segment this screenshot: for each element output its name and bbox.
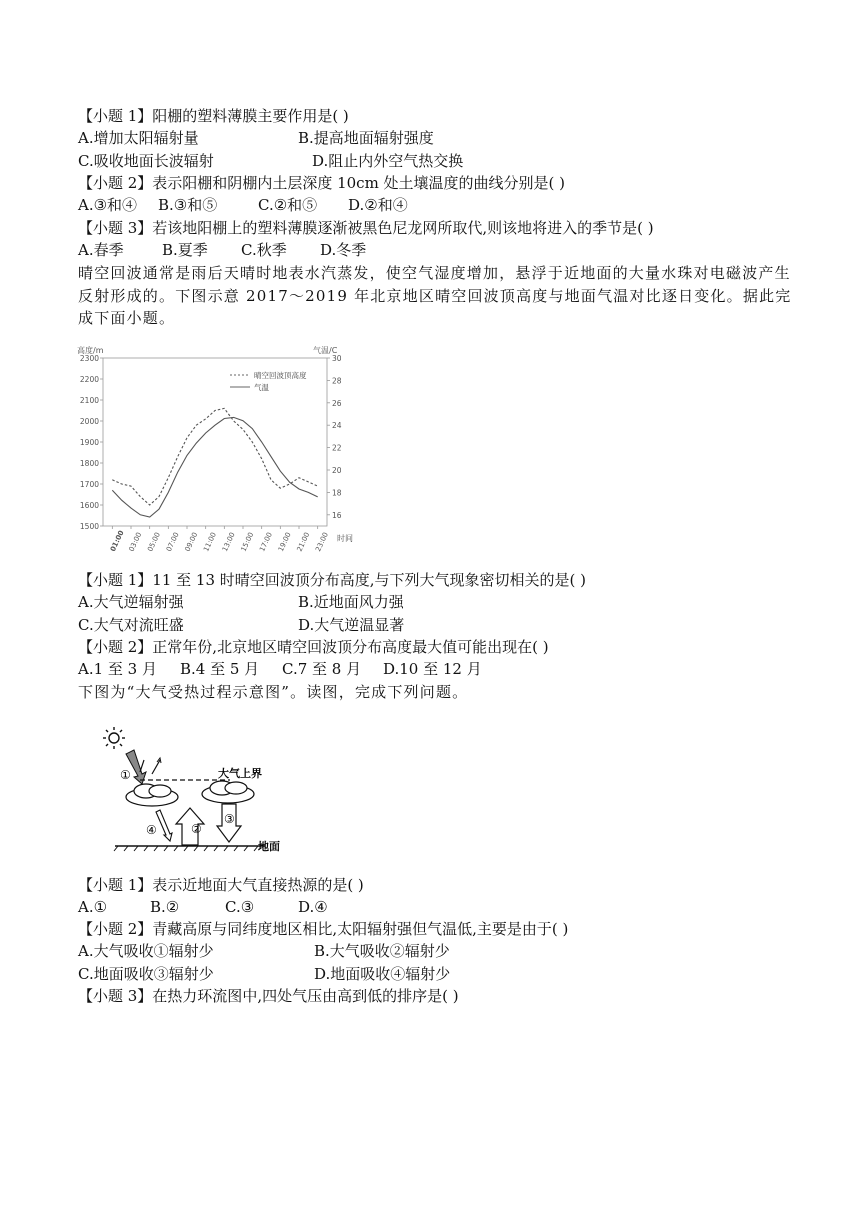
y-tick-label: 2000	[79, 417, 99, 426]
option-b: B.②	[150, 898, 180, 916]
cloud-left-icon	[126, 784, 178, 806]
question-1-1: 【小题 1】阳棚的塑料薄膜主要作用是( )	[78, 107, 349, 125]
question-1-2: 【小题 2】表示阳棚和阴棚内土层深度 10cm 处土壤温度的曲线分别是( )	[78, 174, 566, 192]
x-tick-label: 17:00	[258, 531, 275, 553]
option-a: A.大气逆辐射强	[78, 593, 184, 611]
marker-2: ②	[191, 822, 202, 836]
y2-tick-label: 24	[332, 421, 342, 431]
option-a: A.①	[78, 898, 108, 916]
y-tick-label: 1700	[79, 480, 99, 489]
option-c: C.②和⑤	[258, 196, 318, 214]
legend-label-temp: 气温	[254, 383, 269, 392]
question-3-1: 【小题 1】表示近地面大气直接热源的是( )	[78, 876, 364, 894]
option-c: C.③	[225, 898, 255, 916]
series-line-echo-height	[112, 408, 317, 505]
sun-icon	[103, 727, 125, 749]
y2-axis-title: 气温/C	[313, 346, 338, 355]
y2-tick-label: 28	[332, 376, 342, 386]
option-d: D.④	[298, 898, 328, 916]
y2-tick-label: 26	[332, 398, 342, 408]
x-tick-label: 19:00	[276, 531, 293, 553]
question-3-2: 【小题 2】青藏高原与同纬度地区相比,太阳辐射强但气温低,主要是由于( )	[78, 920, 569, 938]
marker-3: ③	[224, 812, 235, 826]
plot-frame	[103, 358, 327, 526]
x-tick-label: 21:00	[295, 531, 312, 553]
option-d: D.10 至 12 月	[383, 660, 482, 678]
option-d: D.大气逆温显著	[298, 616, 405, 634]
y2-tick-label: 30	[332, 354, 342, 363]
passage-radar-echo: 晴空回波通常是雨后天晴时地表水汽蒸发，使空气湿度增加，悬浮于近地面的大量水珠对电磁波产生反射形成的。下图示意 2017～2019 年北京地区晴空回波顶高度与地面气温对比逐日变化。据此完成下面小题。	[78, 264, 792, 327]
x-tick-label: 23:00	[314, 531, 331, 553]
option-b: B.③和⑤	[158, 196, 218, 214]
option-c: C.地面吸收③辐射少	[78, 965, 214, 983]
x-tick-label: 01:00	[108, 529, 126, 553]
option-a: A.③和④	[78, 196, 138, 214]
marker-4: ④	[146, 823, 157, 837]
passage-heating-diagram: 下图为“大气受热过程示意图”。读图，完成下列问题。	[78, 683, 469, 701]
option-b: B.夏季	[162, 241, 208, 259]
option-c: C.大气对流旺盛	[78, 616, 184, 634]
option-b: B.近地面风力强	[298, 593, 404, 611]
option-c: C.吸收地面长波辐射	[78, 152, 214, 170]
echo-temperature-line-chart	[75, 343, 365, 553]
option-d: D.阻止内外空气热交换	[312, 152, 464, 170]
y2-tick-label: 16	[332, 510, 342, 520]
x-tick-label: 15:00	[239, 531, 256, 553]
y-tick-label: 2100	[79, 396, 99, 405]
x-tick-label: 11:00	[202, 531, 219, 553]
option-a: A.春季	[78, 241, 124, 259]
y-tick-label: 1800	[79, 459, 99, 468]
question-2-2: 【小题 2】正常年份,北京地区晴空回波顶分布高度最大值可能出现在( )	[78, 638, 549, 656]
x-tick-label: 07:00	[164, 531, 181, 553]
x-tick-label: 09:00	[183, 531, 200, 553]
cloud-right-icon	[202, 781, 254, 803]
option-a: A.大气吸收①辐射少	[78, 942, 214, 960]
option-a: A.增加太阳辐射量	[78, 129, 199, 147]
option-d: D.冬季	[320, 241, 367, 259]
option-d: D.②和④	[348, 196, 408, 214]
x-tick-label: 05:00	[146, 531, 163, 553]
y-tick-label: 1500	[79, 522, 99, 531]
x-tick-label: 03:00	[127, 531, 144, 553]
arrow-4	[156, 810, 172, 841]
option-c: C.秋季	[241, 241, 287, 259]
option-d: D.地面吸收④辐射少	[314, 965, 451, 983]
y2-tick-label: 18	[332, 488, 342, 498]
y-tick-label: 2300	[79, 354, 99, 363]
y-tick-label: 2200	[79, 375, 99, 384]
y2-tick-label: 20	[332, 466, 342, 475]
option-a: A.1 至 3 月	[78, 660, 157, 678]
series-line-temperature	[112, 417, 317, 517]
y-tick-label: 1600	[79, 501, 99, 510]
legend-label-echo: 晴空回波顶高度	[254, 371, 307, 380]
atmospheric-heating-diagram	[100, 722, 320, 852]
question-1-3: 【小题 3】若该地阳棚上的塑料薄膜逐渐被黑色尼龙网所取代,则该地将进入的季节是( )	[78, 219, 654, 237]
option-b: B.大气吸收②辐射少	[314, 942, 450, 960]
question-2-1: 【小题 1】11 至 13 时晴空回波顶分布高度,与下列大气现象密切相关的是( )	[78, 571, 587, 589]
ground-label: 地面	[258, 840, 280, 852]
y-tick-label: 1900	[79, 438, 99, 447]
question-3-3: 【小题 3】在热力环流图中,四处气压由高到低的排序是( )	[78, 987, 459, 1005]
marker-1: ①	[120, 768, 131, 782]
x-axis-title: 时间	[337, 534, 353, 543]
y2-tick-label: 22	[332, 443, 342, 453]
atmosphere-top-label: 大气上界	[218, 767, 262, 780]
y-axis-title: 高度/m	[77, 346, 104, 355]
ground-line	[114, 846, 265, 851]
x-tick-label: 13:00	[220, 531, 237, 553]
option-b: B.4 至 5 月	[180, 660, 260, 678]
option-b: B.提高地面辐射强度	[298, 129, 434, 147]
option-c: C.7 至 8 月	[282, 660, 362, 678]
